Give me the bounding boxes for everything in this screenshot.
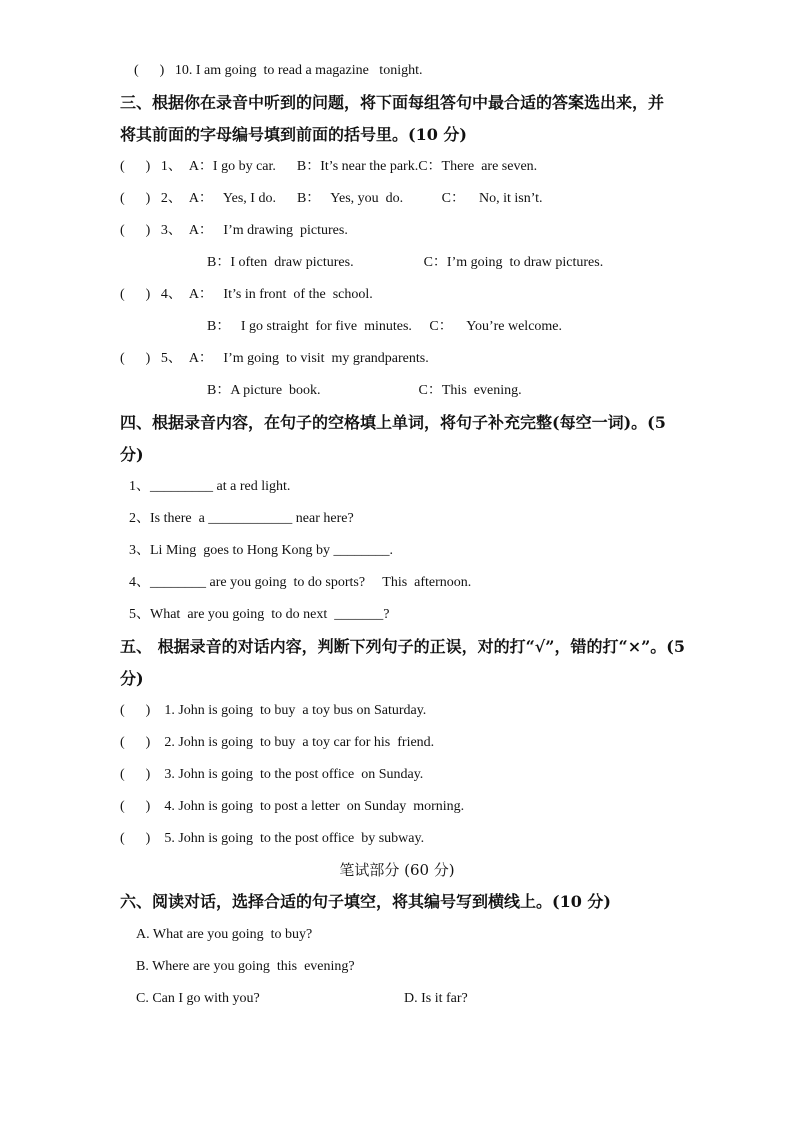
s4-sentence-3: 3、Li Ming goes to Hong Kong by ________. (129, 543, 394, 558)
section-6-heading: 六、阅读对话，选择合适的句子填空，将其编号写到横线上。(10 分) (120, 892, 611, 911)
s3-question-4-a: ( ) 4、 A： It’s in front of the school. (120, 287, 373, 302)
s6-option-b: B. Where are you going this evening? (136, 959, 355, 974)
section-5-heading-line2: 分) (120, 669, 144, 688)
s5-judgement-3: ( ) 3. John is going to the post office on Sunday. (120, 767, 424, 782)
s4-sentence-1: 1、_________ at a red light. (129, 479, 291, 494)
s3-question-5-bc: B：A picture book. C：This evening. (207, 383, 522, 398)
s3-question-3-bc: B：I often draw pictures. C：I’m going to draw pictures. (207, 255, 604, 270)
section-5-heading-line1: 五、 根据录音的对话内容，判断下列句子的正误，对的打“√”，错的打“×”。(5 (120, 637, 686, 656)
section-4-heading-line1: 四、根据录音内容，在句子的空格填上单词，将句子补充完整(每空一词)。(5 (120, 413, 666, 432)
s5-judgement-4: ( ) 4. John is going to post a letter on Sunday morning. (120, 799, 465, 814)
s3-question-2: ( ) 2、 A： Yes, I do. B： Yes, you do. C： No, it isn’t. (120, 191, 543, 206)
s4-sentence-4: 4、________ are you going to do sports? This afternoon. (129, 575, 472, 590)
question-10: ( ) 10. I am going to read a magazine tonight. (134, 63, 423, 78)
s4-sentence-5: 5、What are you going to do next _______? (129, 607, 390, 622)
section-4-heading-line2: 分) (120, 445, 144, 464)
s3-question-4-bc: B： I go straight for five minutes. C： You’re welcome. (207, 319, 563, 334)
s6-option-a: A. What are you going to buy? (136, 927, 313, 942)
s3-question-1: ( ) 1、 A：I go by car. B：It’s near the park.C：There are seven. (120, 159, 538, 174)
s6-option-c: C. Can I go with you? (136, 991, 260, 1006)
written-part-title: 笔试部分 (60 分) (339, 861, 455, 879)
s5-judgement-1: ( ) 1. John is going to buy a toy bus on Saturday. (120, 703, 427, 718)
s3-question-3-a: ( ) 3、 A： I’m drawing pictures. (120, 223, 348, 238)
s5-judgement-2: ( ) 2. John is going to buy a toy car for his friend. (120, 735, 435, 750)
s6-option-d: D. Is it far? (404, 991, 468, 1006)
section-3-heading-line2: 将其前面的字母编号填到前面的括号里。(10 分) (120, 125, 467, 144)
s5-judgement-5: ( ) 5. John is going to the post office by subway. (120, 831, 425, 846)
s3-question-5-a: ( ) 5、 A： I’m going to visit my grandparents. (120, 351, 429, 366)
section-3-heading-line1: 三、根据你在录音中听到的问题，将下面每组答句中最合适的答案选出来，并 (120, 93, 665, 112)
s4-sentence-2: 2、Is there a ____________ near here? (129, 511, 354, 526)
